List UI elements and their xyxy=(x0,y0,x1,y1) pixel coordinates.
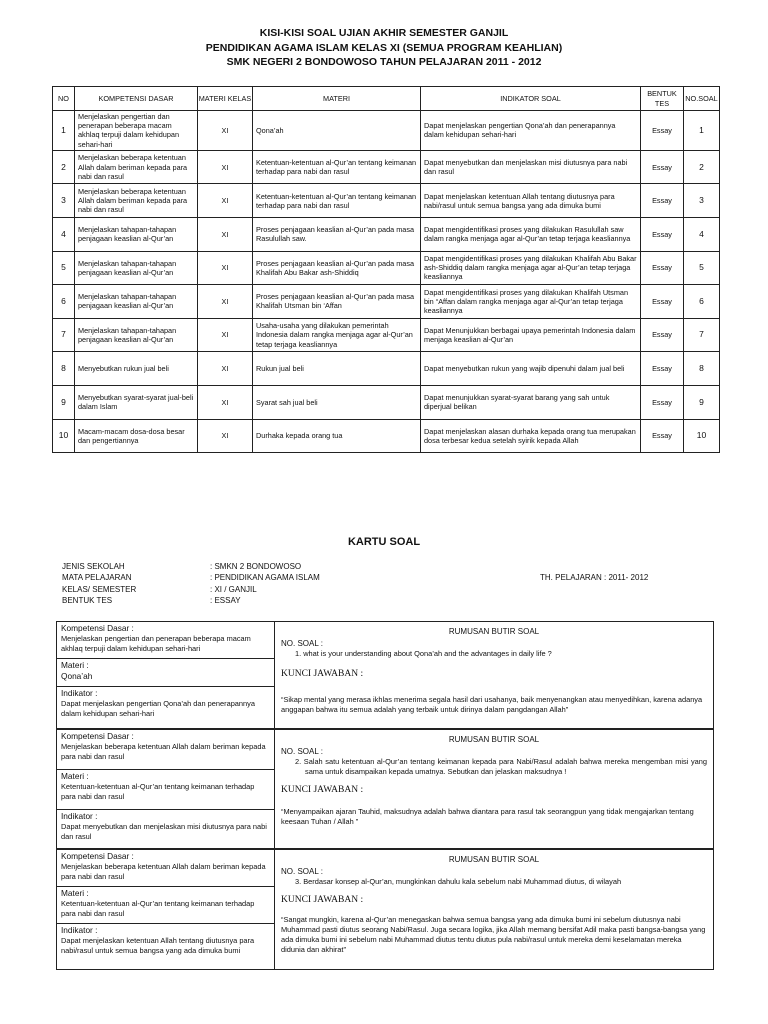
row-materi: Proses penjagaan keaslian al-Qur’an pada masa Rasulullah saw. xyxy=(253,218,421,252)
row-indikator: Dapat menjelaskan alasan durhaka kepada orang tua merupakan dosa terbesar kedua setelah syirik kepada Allah xyxy=(421,419,641,453)
table-header-row xyxy=(53,87,720,111)
header-no-soal: NO.SOAL xyxy=(684,87,720,111)
row-kelas: XI xyxy=(198,184,253,218)
row-bentuk: Essay xyxy=(641,218,684,252)
row-kompetensi: Macam-macam dosa-dosa besar dan pengertiannya xyxy=(75,419,198,453)
row-bentuk: Essay xyxy=(641,150,684,184)
table-row xyxy=(53,251,720,285)
indikator-text: Dapat menjelaskan ketentuan Allah tentang diutusnya para nabi/rasul untuk semua bangsa yang ada dimuka bumi xyxy=(61,935,255,955)
row-kelas: XI xyxy=(198,111,253,151)
indikator-title: Indikator : xyxy=(61,925,98,935)
materi-section xyxy=(57,887,274,924)
materi-section xyxy=(57,770,274,810)
no-soal-label: NO. SOAL : xyxy=(281,639,323,648)
row-kelas: XI xyxy=(198,251,253,285)
kd-section xyxy=(57,850,274,887)
row-indikator: Dapat menunjukkan syarat-syarat barang yang sah untuk diperjual belikan xyxy=(421,385,641,419)
row-kompetensi: Menjelaskan tahapan-tahapan penjagaan keaslian al-Qur’an xyxy=(75,318,198,352)
row-kelas: XI xyxy=(198,352,253,386)
row-bentuk: Essay xyxy=(641,111,684,151)
question-text: 2. Salah satu ketentuan al-Qur’an tentang keimanan kepada para Nabi/Rasul adalah bahwa mereka mengemban misi yang sama untuk disampaikan kepada umatnya. Sebutkan dan jelaskan maksudnya ! xyxy=(295,757,707,776)
row-no-soal: 5 xyxy=(684,251,720,285)
row-materi: Syarat sah jual beli xyxy=(253,385,421,419)
row-no: 6 xyxy=(53,285,75,319)
header-kompetensi: KOMPETENSI DASAR xyxy=(75,87,198,111)
table-row xyxy=(53,150,720,184)
materi-title: Materi : xyxy=(61,771,89,781)
kartu-soal-title: KARTU SOAL xyxy=(347,536,421,548)
materi-text: Qona’ah xyxy=(61,670,93,681)
row-materi: Proses penjagaan keaslian al-Qur’an pada masa Khalifah Abu Bakar ash-Shiddiq xyxy=(253,251,421,285)
row-no-soal: 4 xyxy=(684,218,720,252)
table-row xyxy=(53,285,720,319)
row-kelas: XI xyxy=(198,385,253,419)
row-no-soal: 7 xyxy=(684,318,720,352)
row-indikator: Dapat menyebutkan rukun yang wajib dipenuhi dalam jual beli xyxy=(421,352,641,386)
rumusan-title: RUMUSAN BUTIR SOAL xyxy=(448,855,540,864)
soal-card xyxy=(56,729,714,849)
header-materi-kelas: MATERI KELAS xyxy=(198,87,253,111)
info-value: : SMKN 2 BONDOWOSO xyxy=(210,562,302,571)
question-text: 1. what is your understanding about Qona’ah and the advantages in daily life ? xyxy=(295,649,552,658)
row-bentuk: Essay xyxy=(641,385,684,419)
row-bentuk: Essay xyxy=(641,251,684,285)
row-no-soal: 1 xyxy=(684,111,720,151)
row-bentuk: Essay xyxy=(641,184,684,218)
document-header xyxy=(0,26,768,70)
info-value: : PENDIDIKAN AGAMA ISLAM xyxy=(210,573,320,583)
row-kelas: XI xyxy=(198,150,253,184)
row-kelas: XI xyxy=(198,419,253,453)
indikator-text: Dapat menjelaskan pengertian Qona’ah dan penerapannya dalam kehidupan sehari-hari xyxy=(61,698,255,718)
header-title: KISI-KISI SOAL UJIAN AKHIR SEMESTER GANJIL xyxy=(259,27,509,39)
row-no: 2 xyxy=(53,150,75,184)
kd-section xyxy=(57,622,274,659)
kd-title: Kompetensi Dasar : xyxy=(61,623,134,633)
kd-section xyxy=(57,730,274,770)
materi-text: Ketentuan-ketentuan al-Qur’an tentang keimanan terhadap para nabi dan rasul xyxy=(61,781,255,801)
row-no-soal: 3 xyxy=(684,184,720,218)
row-bentuk: Essay xyxy=(641,419,684,453)
info-label: JENIS SEKOLAH xyxy=(62,562,125,571)
answer-text: “Sikap mental yang merasa ikhlas menerima segala hasil dari usahanya, baik menyenangkan atau menyedihkan, karena adanya anggapan bahwa itu semua adalah yang terbaik untuk dirinya dalam pangdangan Allah” xyxy=(281,695,703,714)
row-materi: Durhaka kepada orang tua xyxy=(253,419,421,453)
answer-text: “Sangat mungkin, karena al-Qur’an menegaskan bahwa semua bangsa yang ada dimuka bumi ini sebelum diutusnya nabi Muhammad pasti diutus seorang Nabi/Rasul. Juga secara logika, jika Allah memang bersifat Adil maka pasti bangsa-bangsa yang ada dimuka bumi ini sebelum nabi Muhammad diutus tentu diutus pula nabi/rasul untuk mereka demi keselamatan mereka didunia dan akhirat” xyxy=(281,915,706,954)
no-soal-label: NO. SOAL : xyxy=(281,867,323,876)
row-materi: Usaha-usaha yang dilakukan pemerintah Indonesia dalam rangka menjaga agar al-Qur’an tetap terjaga keasliannya xyxy=(253,318,421,352)
row-kelas: XI xyxy=(198,318,253,352)
row-kompetensi: Menjelaskan pengertian dan penerapan beberapa macam akhlaq terpuji dalam kehidupan sehari-hari xyxy=(75,111,198,151)
row-no-soal: 2 xyxy=(684,150,720,184)
row-kompetensi: Menjelaskan tahapan-tahapan penjagaan keaslian al-Qur’an xyxy=(75,218,198,252)
row-indikator: Dapat mengidentifikasi proses yang dilakukan Rasulullah saw dalam rangka menjaga agar al-Qur’an tetap terjaga keasliannya xyxy=(421,218,641,252)
indikator-title: Indikator : xyxy=(61,688,98,698)
rumusan-section xyxy=(275,850,713,969)
row-kelas: XI xyxy=(198,218,253,252)
table-row xyxy=(53,318,720,352)
row-no: 7 xyxy=(53,318,75,352)
materi-title: Materi : xyxy=(61,660,89,670)
row-indikator: Dapat menjelaskan pengertian Qona’ah dan penerapannya dalam kehidupan sehari-hari xyxy=(421,111,641,151)
row-indikator: Dapat menyebutkan dan menjelaskan misi diutusnya para nabi dan rasul xyxy=(421,150,641,184)
row-indikator: Dapat mengidentifikasi proses yang dilakukan Khalifah Abu Bakar ash-Shiddiq dalam rangka menjaga agar al-Qur’an tetap terjaga keasliannya xyxy=(421,251,641,285)
row-materi: Ketentuan-ketentuan al-Qur’an tentang keimanan terhadap para nabi dan rasul xyxy=(253,184,421,218)
soal-card xyxy=(56,849,714,970)
rumusan-section xyxy=(275,622,713,728)
row-kompetensi: Menyebutkan rukun jual beli xyxy=(75,352,198,386)
header-subject: PENDIDIKAN AGAMA ISLAM KELAS XI (SEMUA PROGRAM KEAHLIAN) xyxy=(205,41,563,54)
row-kompetensi: Menjelaskan tahapan-tahapan penjagaan keaslian al-Qur’an xyxy=(75,285,198,319)
indikator-section xyxy=(57,810,274,848)
header-indikator: INDIKATOR SOAL xyxy=(421,87,641,111)
info-label: BENTUK TES xyxy=(62,596,113,606)
row-kompetensi: Menjelaskan beberapa ketentuan Allah dalam beriman kepada para nabi dan rasul xyxy=(75,150,198,184)
kd-title: Kompetensi Dasar : xyxy=(61,731,134,741)
table-row xyxy=(53,218,720,252)
row-no: 1 xyxy=(53,111,75,151)
rumusan-title: RUMUSAN BUTIR SOAL xyxy=(448,627,540,636)
question-text: 3. Berdasar konsep al-Qur’an, mungkinkan dahulu kala sebelum nabi Muhammad diutus, di wilayah xyxy=(295,877,622,886)
info-value: : ESSAY xyxy=(210,596,241,606)
row-indikator: Dapat mengidentifikasi proses yang dilakukan Khalifah Utsman bin “Affan dalam rangka menjaga agar al-Qur’an tetap terjaga keasliannya xyxy=(421,285,641,319)
no-soal-label: NO. SOAL : xyxy=(281,747,323,756)
row-kompetensi: Menyebutkan syarat-syarat jual-beli dalam Islam xyxy=(75,385,198,419)
info-value: : XI / GANJIL xyxy=(210,584,257,594)
row-no: 3 xyxy=(53,184,75,218)
header-no: NO xyxy=(53,87,75,111)
table-row xyxy=(53,419,720,453)
header-school: SMK NEGERI 2 BONDOWOSO TAHUN PELAJARAN 2011 - 2012 xyxy=(226,56,542,68)
indikator-text: Dapat menyebutkan dan menjelaskan misi diutusnya para nabi dan rasul xyxy=(61,821,267,841)
materi-text: Ketentuan-ketentuan al-Qur’an tentang keimanan terhadap para nabi dan rasul xyxy=(61,898,255,918)
header-materi: MATERI xyxy=(253,87,421,111)
materi-section xyxy=(57,659,274,687)
info-label: MATA PELAJARAN xyxy=(62,573,132,583)
row-bentuk: Essay xyxy=(641,285,684,319)
row-no: 9 xyxy=(53,385,75,419)
row-no-soal: 6 xyxy=(684,285,720,319)
table-row xyxy=(53,352,720,386)
row-materi: Rukun jual beli xyxy=(253,352,421,386)
row-bentuk: Essay xyxy=(641,318,684,352)
row-no: 10 xyxy=(53,419,75,453)
row-materi: Ketentuan-ketentuan al-Qur’an tentang keimanan terhadap para nabi dan rasul xyxy=(253,150,421,184)
kd-text: Menjelaskan pengertian dan penerapan beberapa macam akhlaq terpuji dalam kehidupan sehari-hari xyxy=(61,633,251,653)
row-kompetensi: Menjelaskan tahapan-tahapan penjagaan keaslian al-Qur’an xyxy=(75,251,198,285)
table-row xyxy=(53,111,720,151)
kd-title: Kompetensi Dasar : xyxy=(61,851,134,861)
answer-text: “Menyampaikan ajaran Tauhid, maksudnya adalah bahwa diantara para rasul tak seorangpun yang tidak mengajarkan tentang keesaan Tuhan / Allah ” xyxy=(281,807,694,826)
row-materi: Qona’ah xyxy=(253,111,421,151)
row-no-soal: 9 xyxy=(684,385,720,419)
kartu-info xyxy=(62,561,722,607)
header-bentuk-tes: BENTUK TES xyxy=(641,87,684,111)
kd-text: Menjelaskan beberapa ketentuan Allah dalam beriman kepada para nabi dan rasul xyxy=(61,861,266,881)
row-no: 8 xyxy=(53,352,75,386)
kd-text: Menjelaskan beberapa ketentuan Allah dalam beriman kepada para nabi dan rasul xyxy=(61,741,266,761)
row-no-soal: 8 xyxy=(684,352,720,386)
indikator-section xyxy=(57,924,274,969)
info-label: KELAS/ SEMESTER xyxy=(62,584,137,594)
indikator-title: Indikator : xyxy=(61,811,98,821)
row-materi: Proses penjagaan keaslian al-Qur’an pada masa Khalifah Utsman bin ‘Affan xyxy=(253,285,421,319)
rumusan-section xyxy=(275,730,713,848)
row-bentuk: Essay xyxy=(641,352,684,386)
table-row xyxy=(53,184,720,218)
row-kelas: XI xyxy=(198,285,253,319)
row-no: 5 xyxy=(53,251,75,285)
row-indikator: Dapat menjelaskan ketentuan Allah tentang diutusnya para nabi/rasul untuk semua bangsa yang ada dimuka bumi xyxy=(421,184,641,218)
kunci-jawaban-label: KUNCI JAWABAN : xyxy=(281,785,364,795)
row-indikator: Dapat Menunjukkan berbagai upaya pemerintah Indonesia dalam menjaga keaslian al-Qur’an xyxy=(421,318,641,352)
row-no: 4 xyxy=(53,218,75,252)
row-no-soal: 10 xyxy=(684,419,720,453)
row-kompetensi: Menjelaskan beberapa ketentuan Allah dalam beriman kepada para nabi dan rasul xyxy=(75,184,198,218)
table-row xyxy=(53,385,720,419)
kisi-kisi-table xyxy=(52,86,720,453)
indikator-section xyxy=(57,687,274,728)
soal-card xyxy=(56,621,714,729)
kunci-jawaban-label: KUNCI JAWABAN : xyxy=(281,895,364,905)
kunci-jawaban-label: KUNCI JAWABAN : xyxy=(281,669,364,679)
rumusan-title: RUMUSAN BUTIR SOAL xyxy=(448,735,540,744)
materi-title: Materi : xyxy=(61,888,89,898)
tahun-pelajaran: TH. PELAJARAN : 2011- 2012 xyxy=(540,573,649,583)
